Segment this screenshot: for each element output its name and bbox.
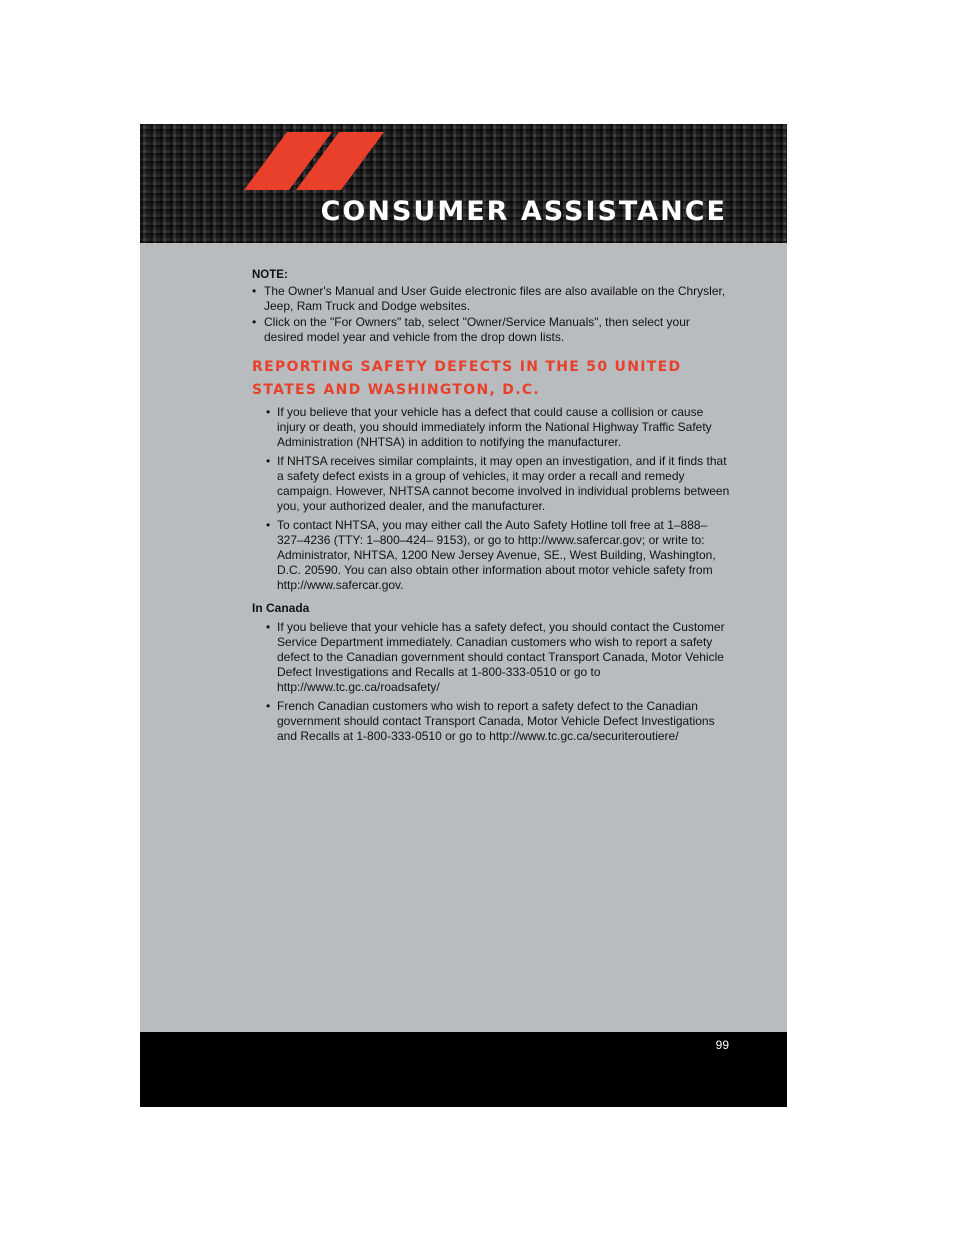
page-header xyxy=(140,124,787,243)
list-item: • To contact NHTSA, you may either call the Auto Safety Hotline toll free at 1–888–327–4236 (TTY: 1–800–424– 9153), or go to http://www.safercar.gov; or write to: Administrator, NHTSA, 1200 New Jersey Avenue, SE., West Building, Washington, D.C. 20590. You can also obtain other information about motor vehicle safety from http://www.safercar.gov. xyxy=(252,518,732,593)
page-title: CONSUMER ASSISTANCE xyxy=(320,196,727,227)
section-heading: REPORTING SAFETY DEFECTS IN THE 50 UNITED STATES AND WASHINGTON, D.C. xyxy=(252,359,682,398)
page-footer xyxy=(140,1032,787,1107)
note-item: • The Owner's Manual and User Guide electronic files are also available on the Chrysler, Jeep, Ram Truck and Dodge websites. xyxy=(252,284,732,314)
note-label: NOTE: xyxy=(252,269,288,281)
note-list xyxy=(252,284,732,345)
list-item: • French Canadian customers who wish to report a safety defect to the Canadian government should contact Transport Canada, Motor Vehicle Defect Investigations and Recalls at 1-800-333-0510 or go to http://www.tc.gc.ca/securiteroutiere/ xyxy=(252,699,732,744)
list-item: • If you believe that your vehicle has a safety defect, you should contact the Customer Service Department immediately. Canadian customers who wish to report a safety defect to the Canadian government should contact Transport Canada, Motor Vehicle Defect Investigations and Recalls at 1-800-333-0510 or go to http://www.tc.gc.ca/roadsafety/ xyxy=(252,620,732,695)
canada-list xyxy=(252,620,732,744)
double-stripe-logo-icon xyxy=(244,128,384,192)
list-item: • If you believe that your vehicle has a defect that could cause a collision or cause injury or death, you should immediately inform the National Highway Traffic Safety Administration (NHTSA) in addition to notifying the manufacturer. xyxy=(252,405,732,450)
manual-page xyxy=(140,124,787,1107)
note-item: • Click on the "For Owners" tab, select "Owner/Service Manuals", then select your desired model year and vehicle from the drop down lists. xyxy=(252,315,732,345)
page-content xyxy=(252,268,732,748)
list-item: • If NHTSA receives similar complaints, it may open an investigation, and if it finds that a safety defect exists in a group of vehicles, it may order a recall and remedy campaign. However, NHTSA cannot become involved in individual problems between you, your authorized dealer, and the manufacturer. xyxy=(252,454,732,514)
page-number: 99 xyxy=(715,1038,729,1052)
section-list xyxy=(252,405,732,593)
canada-heading: In Canada xyxy=(252,601,310,615)
